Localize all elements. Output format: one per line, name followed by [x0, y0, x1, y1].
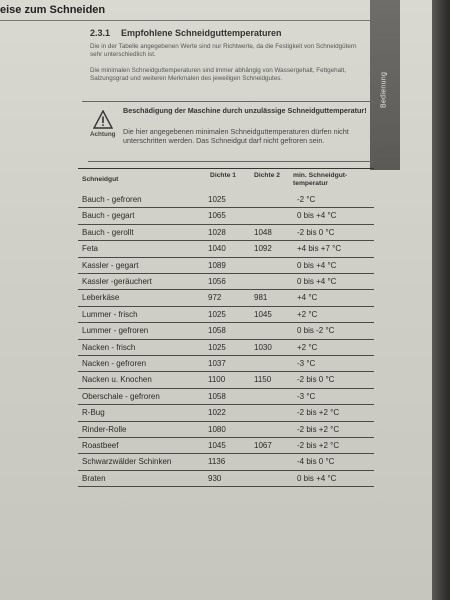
cell-temperature: -2 °C [297, 195, 316, 204]
cell-schneidgut: Kassler - gegart [82, 260, 139, 270]
chapter-header: eise zum Schneiden [0, 4, 106, 16]
table-row [78, 289, 374, 306]
column-header-schneidgut: Schneidgut [82, 176, 119, 183]
column-header-temperature: min. Schneidgut-temperatur [293, 172, 348, 187]
cell-schneidgut: R-Bug [82, 408, 105, 418]
cell-dichte-1: 1045 [208, 441, 226, 450]
cell-dichte-1: 1100 [208, 375, 226, 385]
detail-paragraph: Die minimalen Schneidguttemperaturen sind immer abhängig von Wassergehalt, Fettgehalt, Salzungsgrad und weiteren Merkmalen des jeweiligen Schneidgutes. [90, 67, 346, 83]
warning-title: Beschädigung der Maschine durch unzulässige Schneidguttemperatur! [123, 106, 367, 115]
cell-temperature: +2 °C [297, 309, 318, 319]
header-rule [0, 20, 370, 21]
cell-dichte-1: 1025 [208, 195, 226, 204]
cell-dichte-2: 1045 [254, 309, 272, 319]
cell-dichte-2: 1048 [254, 227, 272, 237]
table-row [78, 207, 374, 224]
cell-temperature: +2 °C [297, 342, 318, 352]
intro-paragraph: Die in der Tabelle angegebenen Werte sind nur Richtwerte, da die Festigkeit von Schneidgütern sehr unterschiedlich ist. [90, 43, 357, 59]
cell-schneidgut: Lummer - gefroren [82, 326, 149, 336]
cell-dichte-2: 1067 [254, 441, 272, 450]
cell-dichte-1: 1056 [208, 277, 226, 286]
cell-dichte-2: 1030 [254, 342, 272, 352]
cell-schneidgut: Nacken u. Knochen [82, 375, 152, 385]
warning-rule-bottom [88, 161, 374, 162]
cell-temperature: +4 °C [297, 293, 318, 303]
cell-schneidgut: Feta [82, 244, 99, 254]
table-row [78, 470, 374, 487]
table-row [78, 339, 374, 356]
cell-schneidgut: Oberschale - gefroren [82, 391, 160, 401]
cell-dichte-1: 1089 [208, 260, 226, 270]
table-row [78, 306, 374, 323]
cell-temperature: -2 bis +2 °C [297, 408, 340, 418]
cell-schneidgut: Nacken - gefroren [82, 359, 147, 368]
cell-schneidgut: Schwarzwälder Schinken [82, 457, 172, 467]
table-row [78, 191, 374, 208]
table-top-rule [78, 168, 374, 169]
cell-temperature: -2 bis +2 °C [297, 424, 340, 434]
table-row [78, 453, 374, 470]
column-header-dichte-2: Dichte 2 [254, 172, 281, 179]
warning-label: Achtung [90, 131, 116, 138]
cell-temperature: 0 bis -2 °C [297, 326, 335, 336]
cell-dichte-1: 1058 [208, 326, 226, 336]
cell-schneidgut: Nacken - frisch [82, 342, 136, 352]
table-row [78, 437, 374, 454]
cell-dichte-2: 981 [254, 293, 268, 303]
side-tab-label: Bedienung [380, 71, 388, 109]
cell-dichte-1: 1040 [208, 244, 226, 254]
cell-dichte-1: 1080 [208, 424, 226, 434]
cell-schneidgut: Bauch - gegart [82, 211, 135, 221]
cell-temperature: -3 °C [297, 391, 316, 401]
warning-body: Die hier angegebenen minimalen Schneidguttemperaturen dürfen nicht unterschritten werden. Das Schneidgut darf nicht gefroren sein. [123, 127, 349, 145]
table-row [78, 240, 374, 257]
table-row [78, 273, 374, 290]
warning-triangle-icon [93, 110, 113, 130]
cell-dichte-1: 1058 [208, 391, 226, 401]
table-row [78, 421, 374, 438]
cell-temperature: +4 bis +7 °C [297, 244, 342, 254]
table-row [78, 322, 374, 339]
table-row [78, 404, 374, 421]
cell-temperature: -3 °C [297, 359, 316, 368]
section-number: 2.3.1 [90, 28, 111, 38]
cell-temperature: -2 bis +2 °C [297, 441, 340, 450]
background-edge [432, 0, 450, 600]
cell-schneidgut: Roastbeef [82, 441, 119, 450]
cell-schneidgut: Bauch - gefroren [82, 195, 142, 204]
table-row [78, 355, 374, 372]
cell-temperature: 0 bis +4 °C [297, 277, 337, 286]
cell-temperature: 0 bis +4 °C [297, 211, 337, 221]
cell-dichte-1: 1028 [208, 227, 226, 237]
cell-dichte-1: 1022 [208, 408, 226, 418]
table-row [78, 257, 374, 274]
cell-schneidgut: Kassler -geräuchert [82, 277, 152, 286]
column-header-dichte-1: Dichte 1 [210, 172, 237, 179]
cell-schneidgut: Leberkäse [82, 293, 120, 303]
cell-schneidgut: Rinder-Rolle [82, 424, 127, 434]
cell-temperature: -2 bis 0 °C [297, 227, 335, 237]
cell-dichte-2: 1092 [254, 244, 272, 254]
cell-dichte-1: 1025 [208, 309, 226, 319]
table-row [78, 224, 374, 241]
table-row [78, 371, 374, 388]
cell-dichte-1: 1065 [208, 211, 226, 221]
table-row [78, 388, 374, 405]
cell-dichte-1: 1025 [208, 342, 226, 352]
cell-schneidgut: Lummer - frisch [82, 309, 138, 319]
cell-temperature: 0 bis +4 °C [297, 473, 337, 483]
cell-dichte-1: 1136 [208, 457, 226, 467]
section-title: Empfohlene Schneidguttemperaturen [121, 28, 282, 38]
cell-temperature: -4 bis 0 °C [297, 457, 335, 467]
cell-dichte-2: 1150 [254, 375, 272, 385]
cell-dichte-1: 972 [208, 293, 222, 303]
cell-schneidgut: Braten [82, 473, 106, 483]
cell-dichte-1: 1037 [208, 359, 226, 368]
warning-rule-top [82, 101, 374, 102]
cell-temperature: -2 bis 0 °C [297, 375, 335, 385]
cell-temperature: 0 bis +4 °C [297, 260, 337, 270]
cell-schneidgut: Bauch - gerollt [82, 227, 134, 237]
cell-dichte-1: 930 [208, 473, 222, 483]
